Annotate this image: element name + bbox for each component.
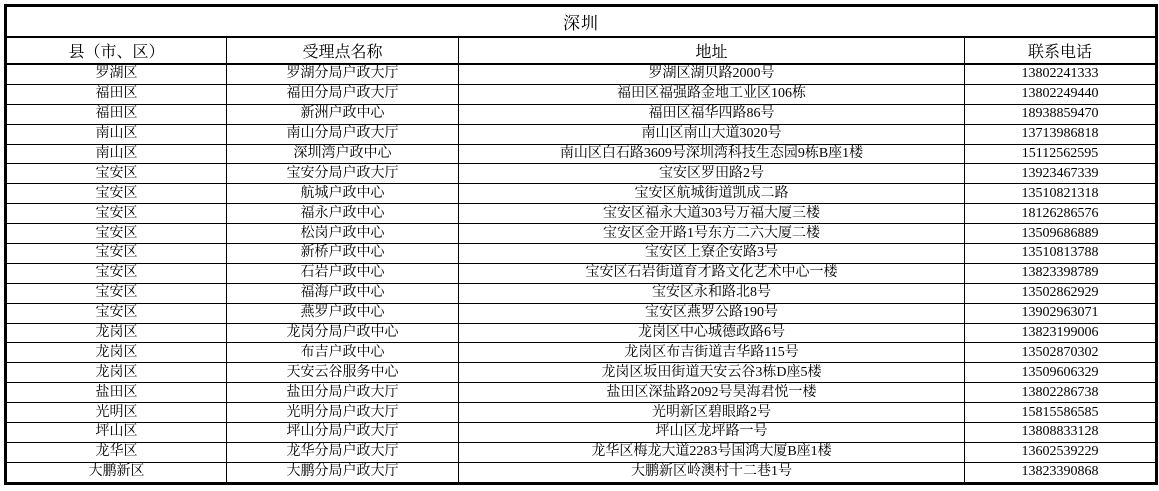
- address-cell: 宝安区上寮企安路3号: [459, 244, 965, 264]
- address-cell: 宝安区金开路1号东方二六大厦二楼: [459, 224, 965, 244]
- phone-cell: 13602539229: [965, 442, 1157, 462]
- address-cell: 宝安区燕罗公路190号: [459, 303, 965, 323]
- address-cell: 光明新区碧眼路2号: [459, 403, 965, 423]
- table-row: [6, 164, 1157, 184]
- district-cell: 宝安区: [6, 164, 227, 184]
- office-name-cell: 燕罗户政中心: [227, 303, 459, 323]
- header-office-name: 受理点名称: [227, 37, 459, 64]
- district-cell: 福田区: [6, 84, 227, 104]
- phone-cell: 13502870302: [965, 343, 1157, 363]
- office-name-cell: 龙华分局户政大厅: [227, 442, 459, 462]
- header-phone: 联系电话: [965, 37, 1157, 64]
- office-name-cell: 福海户政中心: [227, 283, 459, 303]
- phone-cell: 13823390868: [965, 462, 1157, 483]
- phone-cell: 13802286738: [965, 383, 1157, 403]
- office-name-cell: 大鹏分局户政大厅: [227, 462, 459, 483]
- table-wrap: [4, 4, 1155, 485]
- district-cell: 南山区: [6, 124, 227, 144]
- table-title: 深圳: [6, 6, 1157, 38]
- phone-cell: 13902963071: [965, 303, 1157, 323]
- office-name-cell: 新桥户政中心: [227, 244, 459, 264]
- address-cell: 大鹏新区岭澳村十二巷1号: [459, 462, 965, 483]
- phone-cell: 13923467339: [965, 164, 1157, 184]
- phone-cell: 13808833128: [965, 423, 1157, 443]
- office-name-cell: 福田分局户政大厅: [227, 84, 459, 104]
- district-cell: 龙岗区: [6, 323, 227, 343]
- table-row: [6, 403, 1157, 423]
- address-cell: 福田区福强路金地工业区106栋: [459, 84, 965, 104]
- office-name-cell: 坪山分局户政大厅: [227, 423, 459, 443]
- phone-cell: 15815586585: [965, 403, 1157, 423]
- table-row: [6, 224, 1157, 244]
- address-cell: 龙岗区中心城德政路6号: [459, 323, 965, 343]
- table-row: [6, 423, 1157, 443]
- table-row: [6, 64, 1157, 84]
- district-cell: 坪山区: [6, 423, 227, 443]
- office-name-cell: 龙岗分局户政中心: [227, 323, 459, 343]
- phone-cell: 18938859470: [965, 104, 1157, 124]
- office-name-cell: 罗湖分局户政大厅: [227, 64, 459, 84]
- office-name-cell: 天安云谷服务中心: [227, 363, 459, 383]
- table-row: [6, 84, 1157, 104]
- district-cell: 宝安区: [6, 283, 227, 303]
- district-cell: 光明区: [6, 403, 227, 423]
- district-cell: 宝安区: [6, 204, 227, 224]
- address-cell: 龙华区梅龙大道2283号国鸿大厦B座1楼: [459, 442, 965, 462]
- table-row: [6, 204, 1157, 224]
- phone-cell: 13823199006: [965, 323, 1157, 343]
- office-name-cell: 深圳湾户政中心: [227, 144, 459, 164]
- table-row: [6, 124, 1157, 144]
- address-cell: 宝安区罗田路2号: [459, 164, 965, 184]
- table-row: [6, 303, 1157, 323]
- table-row: [6, 184, 1157, 204]
- phone-cell: 15112562595: [965, 144, 1157, 164]
- district-cell: 宝安区: [6, 244, 227, 264]
- district-cell: 宝安区: [6, 263, 227, 283]
- header-address: 地址: [459, 37, 965, 64]
- office-name-cell: 新洲户政中心: [227, 104, 459, 124]
- district-cell: 福田区: [6, 104, 227, 124]
- title-row: [6, 6, 1157, 38]
- address-cell: 龙岗区布吉街道吉华路115号: [459, 343, 965, 363]
- address-cell: 盐田区深盐路2092号昊海君悦一楼: [459, 383, 965, 403]
- office-name-cell: 盐田分局户政大厅: [227, 383, 459, 403]
- address-cell: 宝安区福永大道303号万福大厦三楼: [459, 204, 965, 224]
- district-cell: 宝安区: [6, 224, 227, 244]
- table-row: [6, 244, 1157, 264]
- office-name-cell: 布吉户政中心: [227, 343, 459, 363]
- header-district: 县（市、区）: [6, 37, 227, 64]
- address-cell: 福田区福华四路86号: [459, 104, 965, 124]
- office-name-cell: 光明分局户政大厅: [227, 403, 459, 423]
- office-name-cell: 航城户政中心: [227, 184, 459, 204]
- address-cell: 宝安区石岩街道育才路文化艺术中心一楼: [459, 263, 965, 283]
- office-name-cell: 松岗户政中心: [227, 224, 459, 244]
- district-cell: 大鹏新区: [6, 462, 227, 483]
- table-body: [6, 64, 1157, 483]
- shenzhen-contact-table: [4, 4, 1158, 485]
- header-row: [6, 37, 1157, 64]
- table-row: [6, 442, 1157, 462]
- phone-cell: 13802241333: [965, 64, 1157, 84]
- address-cell: 南山区南山大道3020号: [459, 124, 965, 144]
- phone-cell: 13510813788: [965, 244, 1157, 264]
- district-cell: 宝安区: [6, 303, 227, 323]
- table-row: [6, 462, 1157, 483]
- phone-cell: 13510821318: [965, 184, 1157, 204]
- phone-cell: 13502862929: [965, 283, 1157, 303]
- phone-cell: 13509606329: [965, 363, 1157, 383]
- district-cell: 龙岗区: [6, 363, 227, 383]
- district-cell: 龙华区: [6, 442, 227, 462]
- table-row: [6, 144, 1157, 164]
- table-row: [6, 283, 1157, 303]
- phone-cell: 13713986818: [965, 124, 1157, 144]
- address-cell: 宝安区永和路北8号: [459, 283, 965, 303]
- address-cell: 坪山区龙坪路一号: [459, 423, 965, 443]
- table-row: [6, 104, 1157, 124]
- office-name-cell: 石岩户政中心: [227, 263, 459, 283]
- district-cell: 盐田区: [6, 383, 227, 403]
- phone-cell: 13509686889: [965, 224, 1157, 244]
- office-name-cell: 南山分局户政大厅: [227, 124, 459, 144]
- table-row: [6, 363, 1157, 383]
- address-cell: 罗湖区湖贝路2000号: [459, 64, 965, 84]
- address-cell: 龙岗区坂田街道天安云谷3栋D座5楼: [459, 363, 965, 383]
- phone-cell: 13823398789: [965, 263, 1157, 283]
- phone-cell: 13802249440: [965, 84, 1157, 104]
- table-row: [6, 383, 1157, 403]
- district-cell: 罗湖区: [6, 64, 227, 84]
- office-name-cell: 宝安分局户政大厅: [227, 164, 459, 184]
- table-row: [6, 323, 1157, 343]
- table-row: [6, 263, 1157, 283]
- address-cell: 宝安区航城街道凯成二路: [459, 184, 965, 204]
- address-cell: 南山区白石路3609号深圳湾科技生态园9栋B座1楼: [459, 144, 965, 164]
- district-cell: 南山区: [6, 144, 227, 164]
- table-row: [6, 343, 1157, 363]
- phone-cell: 18126286576: [965, 204, 1157, 224]
- district-cell: 宝安区: [6, 184, 227, 204]
- office-name-cell: 福永户政中心: [227, 204, 459, 224]
- district-cell: 龙岗区: [6, 343, 227, 363]
